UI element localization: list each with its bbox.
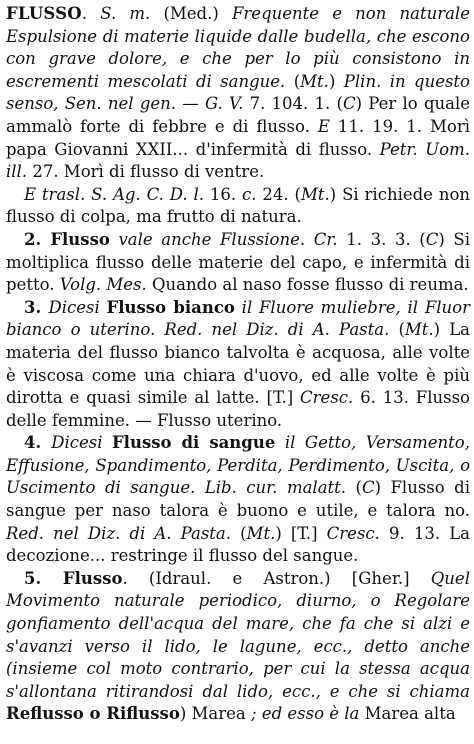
text-segment: 11. 19. 1. Morì papa Giovanni XXII... d'infermità di flusso. (6, 116, 470, 159)
text-segment: Flusso bianco (106, 297, 235, 317)
text-segment: Mt. (404, 320, 434, 340)
text-segment: Dicesi (48, 297, 107, 317)
text-segment: il Getto, Versamento, Effusione, Spandimento, Perdita, Perdimento, Uscita, o Uscimento di sangue. Lib. cur. malatt. (6, 433, 470, 498)
text-segment: E trasl. S. Ag. C. D. l. (24, 184, 205, 204)
text-segment: ) Marea (179, 704, 246, 724)
text-segment: ) La materia del flusso bianco talvolta è acquosa, alle volte è viscosa come una chiara d'uovo, ed alle volte è più dirotta e quasi simile al latte. [T.] (6, 320, 470, 408)
text-segment: Marea alta (359, 704, 456, 724)
text-segment: Plin. in questo senso, Sen. nel gen. — G. V. (6, 71, 470, 114)
entry-sense-5 (6, 568, 470, 726)
text-segment: 3. (24, 297, 49, 317)
text-segment: 2. Flusso (24, 229, 110, 249)
text-segment: Petr. Uom. ill. (6, 139, 470, 182)
text-segment: Volg. Mes. (59, 275, 147, 295)
text-segment: . (Idraul. e Astron.) [Gher.] (122, 568, 431, 588)
text-segment: ) Flusso di sangue per naso talora è buono e utile, e talora no. (6, 478, 470, 521)
text-segment: (Med.) (150, 4, 232, 23)
text-segment: 9. 13. La decozione... restringe il flusso del sangue. (6, 523, 470, 566)
text-segment: E (317, 116, 330, 136)
text-segment: 7. 104. 1. ( (243, 94, 343, 114)
text-segment: ) Per lo quale ammalò forte di febbre e di flusso. (6, 94, 471, 136)
text-segment: 4. (24, 433, 52, 453)
text-segment: 24. ( (256, 184, 301, 204)
text-segment: 1. 3. 3. ( (337, 229, 426, 249)
text-segment: ) [T.] (275, 523, 327, 543)
text-segment: 6. 13. Flusso delle femmine. — Flusso uterino. (6, 388, 470, 430)
text-segment: . (81, 4, 101, 23)
text-segment: 27. Morì di flusso di ventre. (27, 162, 265, 182)
text-segment: FLUSSO (6, 4, 82, 23)
text-segment: Mt. (246, 523, 276, 543)
entry-sense-3 (6, 297, 470, 433)
text-segment: ) Si richiede non flusso di colpa, ma frutto di natura. (6, 184, 471, 227)
text-segment: Reflusso o Riflusso (6, 704, 180, 724)
text-segment: Dicesi (51, 433, 112, 453)
text-segment: Quando al naso fosse flusso di reuma. (146, 275, 469, 295)
text-segment: ) (328, 71, 344, 91)
text-segment: Red. nel Diz. di A. Pasta. (6, 523, 231, 543)
entry-figurative-sense (6, 184, 470, 229)
text-segment: ; ed esso è la (245, 704, 360, 724)
text-segment: vale anche Flussione. Cr. (109, 229, 338, 249)
text-segment: C (342, 94, 356, 114)
text-segment: Quel Movimento naturale periodico, diurno, o Regolare gonfiamento dell'acqua del mare, che fa che si alzi e s'avanzi verso il lido, le lagune, ecc., detto anche (insieme col moto contrario, per cui la stessa acqua s'allontana ritirandosi dal lido, ecc., e che si chiama (6, 568, 470, 701)
text-segment: ) Si moltiplica flusso delle materie del capo, e infermità di petto. (6, 229, 470, 295)
text-segment: ( (346, 478, 362, 498)
text-segment: il Fluore muliebre, il Fluor bianco o uterino. Red. nel Diz. di A. Pasta. (6, 297, 470, 340)
entry-main-definition (6, 3, 470, 184)
text-segment: Frequente e non naturale Espulsione di materie liquide dalle budella, che escono con grave dolore, e che per lo più consistono in escrementi mescolati di sangue. (6, 4, 470, 91)
text-segment: C (361, 478, 375, 498)
text-segment: ( (389, 320, 405, 340)
text-segment: ( (231, 523, 247, 543)
text-segment: 5. Flusso (24, 568, 123, 588)
text-segment: S. m. (100, 4, 151, 23)
text-segment: 16. (204, 184, 243, 204)
text-segment: Cresc. (300, 388, 354, 408)
text-segment: C (425, 229, 439, 249)
entry-sense-2 (6, 229, 470, 297)
text-segment: Mt. (300, 184, 330, 204)
text-segment: c. (242, 184, 257, 204)
text-segment: Flusso di sangue (111, 433, 276, 453)
text-segment: ( (285, 71, 301, 91)
text-segment: Cresc. (326, 523, 380, 543)
text-segment: Mt. (300, 71, 329, 91)
entry-sense-4 (6, 432, 470, 568)
